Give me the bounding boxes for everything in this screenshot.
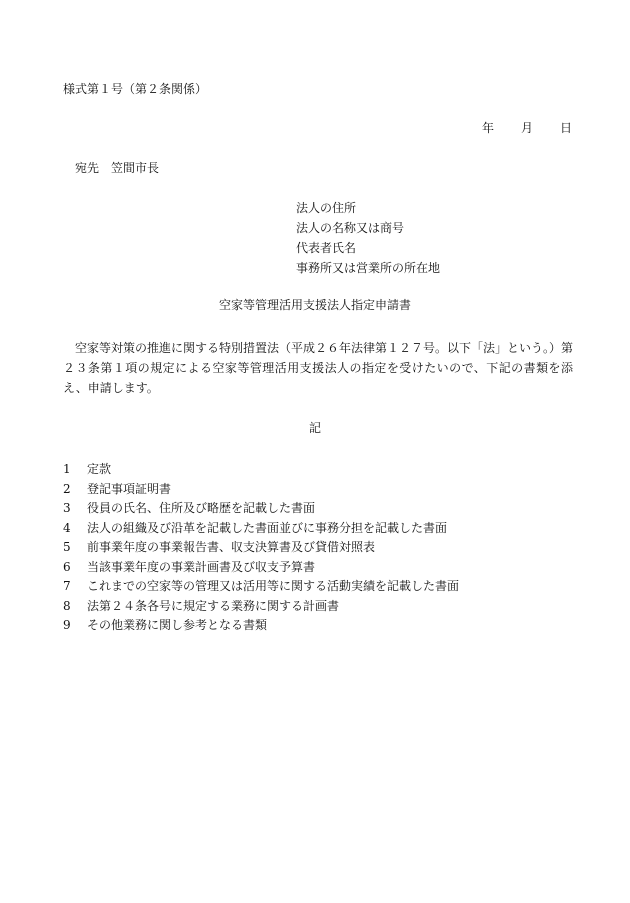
addressee [75, 159, 159, 178]
list-item-text: これまでの空家等の管理又は活用等に関する活動実績を記載した書面 [87, 579, 460, 593]
list-item-text: 定款 [87, 462, 112, 476]
list-item-number: 8 [63, 598, 71, 613]
list-item [63, 480, 459, 500]
list-item-number: 3 [63, 501, 71, 515]
addressee-name: 笠間市長 [111, 161, 160, 175]
list-item [63, 519, 459, 539]
list-item-number: 9 [63, 618, 71, 632]
date-year-label: 年 [482, 121, 495, 135]
attached-documents-list [63, 460, 459, 636]
addressee-label: 宛先 [75, 161, 100, 175]
list-item-number: 6 [63, 559, 71, 574]
list-item-number: 4 [63, 520, 71, 535]
list-item-text: 登記事項証明書 [87, 481, 172, 496]
form-number: 様式第１号（第２条関係） [63, 82, 208, 96]
applicant-block [296, 199, 440, 279]
applicant-office-location-label: 事務所又は営業所の所在地 [296, 261, 441, 275]
list-item-number: 2 [63, 481, 71, 496]
list-item-text: 役員の氏名、住所及び略歴を記載した書面 [87, 501, 316, 515]
list-item [63, 558, 459, 578]
application-body-text: 空家等対策の推進に関する特別措置法（平成２６年法律第１２７号。以下「法」という。）第２３条第１項の規定による空家等管理活用支援法人の指定を受けたいので、下記の書類を添え、申請します。 [63, 341, 574, 395]
list-item [63, 499, 459, 519]
list-item-text: 当該事業年度の事業計画書及び収支予算書 [87, 559, 316, 574]
list-item-text: 法人の組織及び沿革を記載した書面並びに事務分担を記載した書面 [87, 520, 448, 535]
document-title: 空家等管理活用支援法人指定申請書 [218, 298, 411, 312]
applicant-corp-name-label: 法人の名称又は商号 [296, 221, 405, 235]
list-item-number: 1 [63, 462, 71, 476]
date-line [482, 119, 572, 138]
list-item [63, 597, 459, 617]
list-item-text: その他業務に関し参考となる書類 [87, 618, 268, 632]
list-item [63, 538, 459, 558]
applicant-representative-label: 代表者氏名 [296, 241, 357, 255]
date-day-label: 日 [559, 121, 572, 135]
list-item [63, 577, 459, 597]
list-item [63, 616, 459, 636]
list-item [63, 460, 459, 480]
ki-heading: 記 [308, 421, 321, 435]
list-item-number: 5 [63, 540, 71, 554]
list-item-number: 7 [63, 579, 71, 593]
applicant-address-label: 法人の住所 [296, 201, 357, 215]
list-item-text: 法第２４条各号に規定する業務に関する計画書 [87, 598, 340, 613]
list-item-text: 前事業年度の事業報告書、収支決算書及び貸借対照表 [87, 540, 376, 554]
date-month-label: 月 [520, 121, 533, 135]
